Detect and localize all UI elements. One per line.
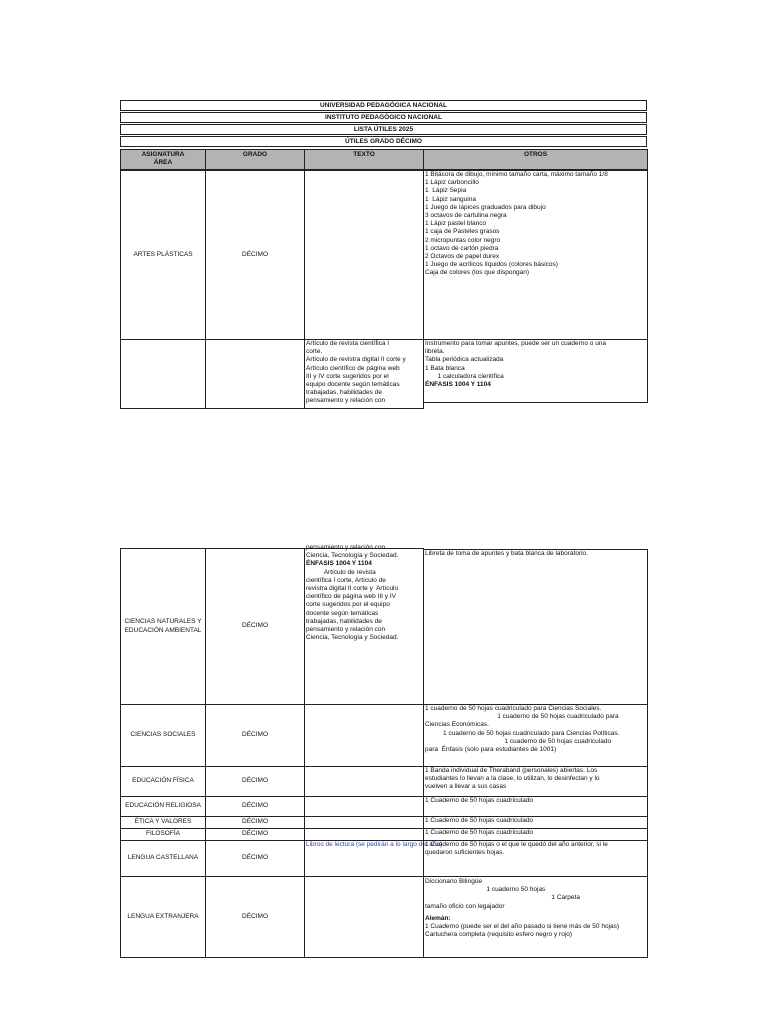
castellana-texto [304,840,443,877]
fisica-otros-line: 1 Banda individual de Theraband (personales) abiertas. Los [425,767,598,774]
sociales-otros [423,704,648,767]
naturales-texto-line: Artículo de revistra digital II corte y [306,356,406,364]
naturales-texto-line: Artículo científico de página web [306,364,400,372]
extranjera-otros-aleman: Alemán: [425,914,451,922]
artes-otros-line: 3 octavos de cartulina negra [425,212,507,220]
extranjera-otros-line: 1 cuaderno 50 hojas [425,886,546,894]
artes-otros-line: Caja de colores (los que dispongan) [425,269,530,277]
naturales-otros-line: Tabla periódica actualizada [425,356,504,364]
extranjera-otros-line: 1 Cuaderno (puede ser el del año pasado si tiene más de 50 hojas) [425,923,620,931]
header-grade-title: ÚTILES GRADO DÉCIMO [120,136,647,147]
naturales-texto-line: Ciencia, Tecnología y Sociedad. [306,552,399,560]
artes-otros-line: 1 caja de Pasteles grasos [425,228,500,236]
naturales-texto-line: equipo docente según temáticas [306,381,400,389]
artes-otros-line: 1 Juego de lápices graduados para dibujo [425,203,546,211]
extranjera-otros-line: Diccionario Bilingüe [425,878,483,885]
naturales-texto-line: pensamiento y relación con [306,397,386,405]
artes-texto [304,170,424,340]
sociales-otros-line: 1 cuaderno de 50 hojas cuadriculado para Ciencias Sociales. [425,705,602,712]
naturales-area-top [120,339,206,409]
sociales-grado: DÉCIMO [205,704,305,767]
sociales-otros-line: 1 cuaderno de 50 hojas cuadriculado [425,737,612,745]
naturales-otros-top [423,339,648,403]
extranjera-grado: DÉCIMO [205,876,305,958]
etica-otros-text: 1 Cuaderno de 50 hojas cuadriculado [425,817,534,824]
extranjera-otros-line: 1 Carpeta [425,894,580,902]
sociales-otros-line: Ciencias Económicas. [425,721,489,729]
artes-otros-line: 1 Bitácora de dibujo, mínimo tamaño carta, máximo tamaño 1/8 [425,171,608,178]
sociales-texto [304,704,424,767]
castellana-otros-line: 1 Cuaderno de 50 hojas o el que le quedó del año anterior, si le [425,841,608,848]
artes-otros-line: 1 Lápiz sanguina [425,195,476,203]
naturales-texto-line: científico de página web III y IV [306,593,396,601]
religiosa-grado: DÉCIMO [205,796,305,817]
fisica-grado: DÉCIMO [205,766,305,797]
etica-grado: DÉCIMO [205,816,305,829]
naturales-texto-line: trabajadas, habilidades de [306,389,382,397]
artes-otros-line: 1 Lápiz carboncillo [425,179,479,187]
castellana-otros-line: quedaron suficientes hojas. [425,849,505,857]
artes-area: ARTES PLÁSTICAS [120,170,206,340]
naturales-texto-top [304,339,424,409]
artes-grado: DÉCIMO [205,170,305,340]
naturales-otros [423,549,648,705]
religiosa-otros [423,796,648,817]
naturales-grado-top [205,339,305,409]
artes-otros-line: 2 Octavos de papel durex [425,253,500,261]
castellana-texto-libros: Libros de lectura (se pedirán a lo largo del año) [306,841,443,848]
artes-otros-line: 1 Juego de acrílicos líquidos (colores básicos) [425,261,558,269]
naturales-otros-enfasis: ÉNFASIS 1004 Y 1104 [425,381,491,389]
column-header-texto: TEXTO [304,149,424,170]
sociales-otros-line: 1 cuaderno de 50 hojas cuadriculado para Ciencias Políticas. [425,729,620,737]
page-1 [120,100,648,405]
extranjera-area: LENGUA EXTRANJERA [120,876,206,958]
fisica-area: EDUCACIÓN FÍSICA [120,766,206,797]
extranjera-texto [304,876,424,958]
naturales-texto-line: docente según temáticas [306,609,379,617]
artes-otros-line: 1 octavo de cartón piedra [425,244,499,252]
column-header-grado: GRADO [205,149,305,170]
naturales-texto-line: pensamiento y relación con [306,626,386,634]
naturales-texto-line: científica I corte, Artículo de [306,576,386,584]
naturales-otros-line: 1 calculadora científica [425,372,504,380]
naturales-texto-line: pensamiento y relación con [306,544,386,551]
artes-otros [423,170,648,340]
extranjera-otros [423,876,648,958]
fisica-texto [304,766,424,797]
sociales-otros-line: 1 cuaderno de 50 hojas cuadriculado para [425,713,619,721]
fisica-otros-line: estudiantes lo llevan a la clase, lo utilizan, lo desinfectan y lo [425,775,600,783]
religiosa-otros-text: 1 Cuaderno de 50 hojas cuadriculado [425,797,534,804]
naturales-texto-line: corte. [306,348,323,356]
column-header-asignatura: ASIGNATURA ÁREA [120,149,206,170]
filosofia-area: FILOSOFÍA [120,828,206,841]
artes-otros-line: 1 Lápiz pastel blanco [425,220,487,228]
extranjera-otros-line: tamaño oficio con legajador [425,902,505,910]
naturales-texto-enfasis: ÉNFASIS 1004 Y 1104 [306,560,372,568]
castellana-grado: DÉCIMO [205,840,305,877]
naturales-otros-libreta: Libreta de toma de apuntes y bata blanca de laboratorio. [425,550,588,557]
religiosa-area: EDUCACIÓN RELIGIOSA [120,796,206,817]
naturales-otros-line: Instrumento para tomar apuntes, puede ser un cuaderno o una [425,340,607,347]
extranjera-otros-line: Cartuchera completa (requisito esfero negro y rojo) [425,931,573,939]
header-university: UNIVERSIDAD PEDAGÓGICA NACIONAL [120,100,647,111]
fisica-otros-line: vuelven a llevar a sus casas [425,783,507,791]
naturales-grado: DÉCIMO [205,548,305,705]
naturales-texto-line: III y IV corte sugeridos por el [306,372,389,380]
naturales-texto-line: revistra digital II corte y Artículo [306,585,399,593]
column-header-otros: OTROS [423,149,648,170]
page-2 [120,544,648,959]
etica-area: ÉTICA Y VALORES [120,816,206,829]
naturales-otros-line: 1 Bata blanca [425,364,465,372]
naturales-texto [304,544,424,705]
sociales-otros-line: para Énfasis (solo para estudiantes de 1001) [425,746,557,754]
castellana-otros [423,840,648,877]
naturales-area: CIENCIAS NATURALES Y EDUCACIÓN AMBIENTAL [120,548,206,705]
fisica-otros [423,766,648,797]
naturales-texto-line: Artículo de revista [306,568,376,576]
header-list-title: LISTA ÚTILES 2025 [120,124,647,135]
naturales-otros-line: libreta. [425,348,445,356]
filosofia-otros-text: 1 Cuaderno de 50 hojas cuadriculado [425,829,534,836]
naturales-texto-line: Artículo de revista científica I [306,340,390,347]
naturales-texto-line: trabajadas, habilidades de [306,617,382,625]
naturales-texto-line: corte sugeridos por el equipo [306,601,390,609]
castellana-area: LENGUA CASTELLANA [120,840,206,877]
header-institute: INSTITUTO PEDAGÓGICO NACIONAL [120,112,647,123]
religiosa-texto [304,796,424,817]
filosofia-grado: DÉCIMO [205,828,305,841]
artes-otros-line: 1 Lápiz Sepia [425,187,467,195]
naturales-texto-line: Ciencia, Tecnología y Sociedad. [306,634,399,642]
artes-otros-line: 2 micropuntas color negro [425,236,501,244]
sociales-area: CIENCIAS SOCIALES [120,704,206,767]
